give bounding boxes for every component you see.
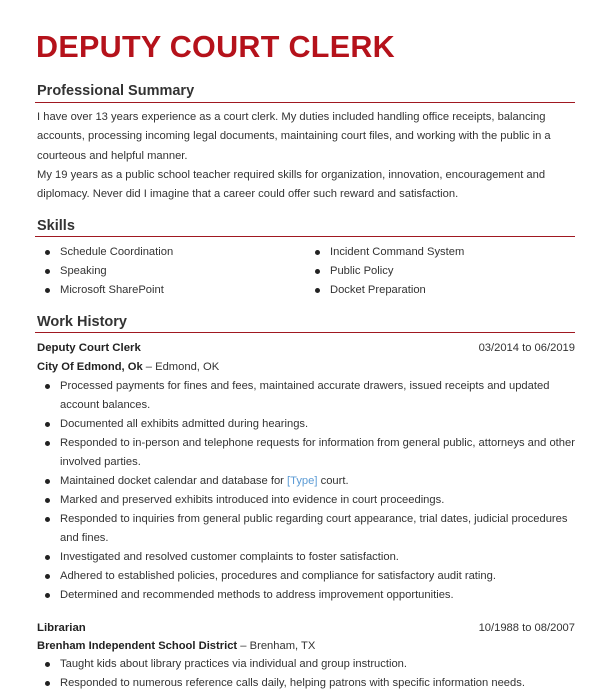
bullet-icon <box>45 250 50 255</box>
bullet-icon <box>45 681 50 686</box>
bullet-icon <box>45 384 50 389</box>
responsibility-item: Responded to inquiries from general public regarding court appearance, trial dates, judicial procedures and fines. <box>60 513 568 545</box>
skill-item: Incident Command System <box>330 246 465 258</box>
bullet-icon <box>45 441 50 446</box>
responsibility-text: Maintained docket calendar and database for <box>60 475 284 487</box>
skill-item: Public Policy <box>330 265 394 277</box>
company-separator: – <box>142 361 156 373</box>
bullet-icon <box>45 555 50 560</box>
responsibility-item: Taught kids about library practices via individual and group instruction. <box>60 658 408 670</box>
bullet-icon <box>45 479 50 484</box>
responsibility-item: Responded to in-person and telephone requests for information from general public, attorneys and other involved parties. <box>60 437 575 469</box>
summary-paragraph-2: My 19 years as a public school teacher required skills for organization, innovation, encouragement and diplomacy. Never did I imagine that a career could offer such reward and satisfaction. <box>37 169 546 201</box>
responsibility-text-suffix: court. <box>320 475 349 487</box>
company-name: Brenham Independent School District <box>37 640 238 652</box>
section-divider <box>35 332 575 333</box>
company-location: Edmond, OK <box>155 361 220 373</box>
section-title-work-history: Work History <box>37 314 127 330</box>
bullet-icon <box>45 517 50 522</box>
responsibility-item: Documented all exhibits admitted during hearings. <box>60 418 309 430</box>
job-title: Deputy Court Clerk <box>37 342 141 354</box>
company-line <box>37 637 315 655</box>
responsibility-item <box>60 472 580 491</box>
bullet-icon <box>45 269 50 274</box>
responsibility-item: Marked and preserved exhibits introduced into evidence in court proceedings. <box>60 494 445 506</box>
bullet-icon <box>315 288 320 293</box>
bullet-icon <box>45 593 50 598</box>
company-name: City Of Edmond, Ok <box>37 361 143 373</box>
responsibility-item: Responded to numerous reference calls daily, helping patrons with specific information needs. <box>60 677 525 689</box>
responsibility-item: Adhered to established policies, procedures and compliance for satisfactory audit rating. <box>60 570 496 582</box>
bullet-icon <box>45 662 50 667</box>
job-dates: 10/1988 to 08/2007 <box>478 622 575 634</box>
skill-item: Speaking <box>60 265 107 277</box>
bullet-icon <box>45 498 50 503</box>
bullet-icon <box>45 422 50 427</box>
bullet-icon <box>45 288 50 293</box>
bullet-icon <box>315 269 320 274</box>
company-location: Brenham, TX <box>249 640 316 652</box>
responsibility-item: Investigated and resolved customer complaints to foster satisfaction. <box>60 551 399 563</box>
skill-item: Microsoft SharePoint <box>60 284 164 296</box>
responsibility-item: Determined and recommended methods to address improvement opportunities. <box>60 589 454 601</box>
skill-item: Docket Preparation <box>330 284 426 296</box>
responsibility-item: Processed payments for fines and fees, maintained accurate drawers, issued receipts and updated account balances. <box>60 380 550 412</box>
company-line <box>37 358 219 376</box>
bullet-icon <box>45 574 50 579</box>
summary-paragraph-1: I have over 13 years experience as a court clerk. My duties included handling office receipts, balancing accounts, processing incoming legal documents, maintaining court files, and working with the public in a courteous and helpful manner. <box>37 111 551 162</box>
bullet-icon <box>315 250 320 255</box>
company-separator: – <box>237 640 250 652</box>
section-divider <box>35 102 575 103</box>
section-title-skills: Skills <box>37 218 75 234</box>
section-title-summary: Professional Summary <box>37 83 195 99</box>
job-dates: 03/2014 to 06/2019 <box>478 342 575 354</box>
job-title: Librarian <box>37 622 86 634</box>
skill-item: Schedule Coordination <box>60 246 174 258</box>
resume-name-heading: DEPUTY COURT CLERK <box>36 30 395 64</box>
section-divider <box>35 236 575 237</box>
docket-type-placeholder[interactable]: [Type] <box>287 475 318 487</box>
